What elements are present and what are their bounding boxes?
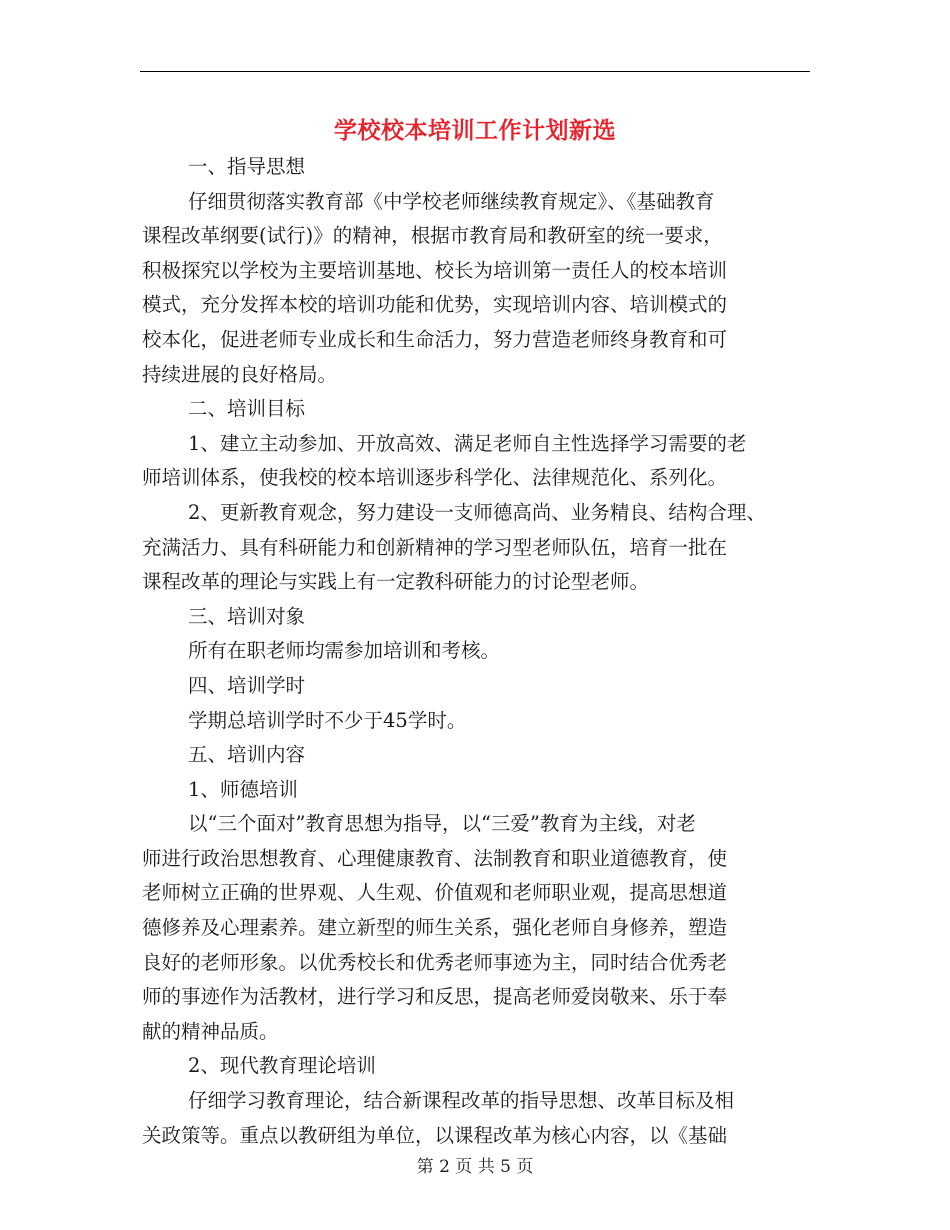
paragraph-line: 以“三个面对”教育思想为指导，以“三爱”教育为主线，对老 (188, 812, 696, 836)
paragraph-line: 校本化，促进老师专业成长和生命活力，努力营造老师终身教育和可 (142, 327, 728, 351)
paragraph-line: 五、培训内容 (188, 743, 306, 767)
paragraph-line: 德修养及心理素养。建立新型的师生关系，强化老师自身修养，塑造 (142, 916, 728, 940)
document-title: 学校校本培训工作计划新选 (334, 117, 616, 144)
paragraph-line: 课程改革纲要(试行)》的精神，根据市教育局和教研室的统一要求， (142, 224, 723, 248)
paragraph-line: 1、建立主动参加、开放高效、满足老师自主性选择学习需要的老 (188, 431, 747, 455)
paragraph-line: 一、指导思想 (188, 155, 306, 178)
paragraph-line: 四、培训学时 (188, 673, 306, 697)
paragraph-line: 模式，充分发挥本校的培训功能和优势，实现培训内容、培训模式的 (142, 293, 728, 317)
paragraph-line: 充满活力、具有科研能力和创新精神的学习型老师队伍，培育一批在 (142, 535, 728, 559)
paragraph-line: 老师树立正确的世界观、人生观、价值观和老师职业观，提高思想道 (142, 881, 728, 905)
header-rule (140, 71, 810, 72)
paragraph-line: 关政策等。重点以教研组为单位，以课程改革为核心内容，以《基础 (142, 1123, 728, 1147)
paragraph-line: 师进行政治思想教育、心理健康教育、法制教育和职业道德教育，使 (142, 846, 728, 870)
page-footer: 第 2 页 共 5 页 (416, 1157, 534, 1177)
paragraph-line: 2、现代教育理论培训 (188, 1054, 376, 1078)
paragraph-line: 2、更新教育观念，努力建设一支师德高尚、业务精良、结构合理、 (188, 500, 766, 524)
paragraph-line: 良好的老师形象。以优秀校长和优秀老师事迹为主，同时结合优秀老 (142, 950, 728, 974)
paragraph-line: 持续进展的良好格局。 (142, 362, 338, 386)
paragraph-line: 学期总培训学时不少于45学时。 (188, 708, 467, 732)
paragraph-line: 二、培训目标 (188, 397, 306, 421)
paragraph-line: 献的精神品质。 (142, 1019, 279, 1043)
paragraph-line: 师培训体系，使我校的校本培训逐步科学化、法律规范化、系列化。 (142, 466, 728, 490)
paragraph-line: 师的事迹作为活教材，进行学习和反思，提高老师爱岗敬来、乐于奉 (142, 985, 728, 1009)
paragraph-line: 积极探究以学校为主要培训基地、校长为培训第一责任人的校本培训 (142, 258, 728, 282)
document-body (142, 150, 822, 1153)
paragraph-line: 仔细贯彻落实教育部《中学校老师继续教育规定》、《基础教育 (188, 189, 715, 213)
paragraph-line: 1、师德培训 (188, 777, 298, 801)
paragraph-line: 仔细学习教育理论，结合新课程改革的指导思想、改革目标及相 (188, 1089, 735, 1113)
paragraph-line: 三、培训对象 (188, 604, 306, 628)
paragraph-line: 所有在职老师均需参加培训和考核。 (188, 639, 501, 663)
paragraph-line: 课程改革的理论与实践上有一定教科研能力的讨论型老师。 (142, 570, 650, 594)
